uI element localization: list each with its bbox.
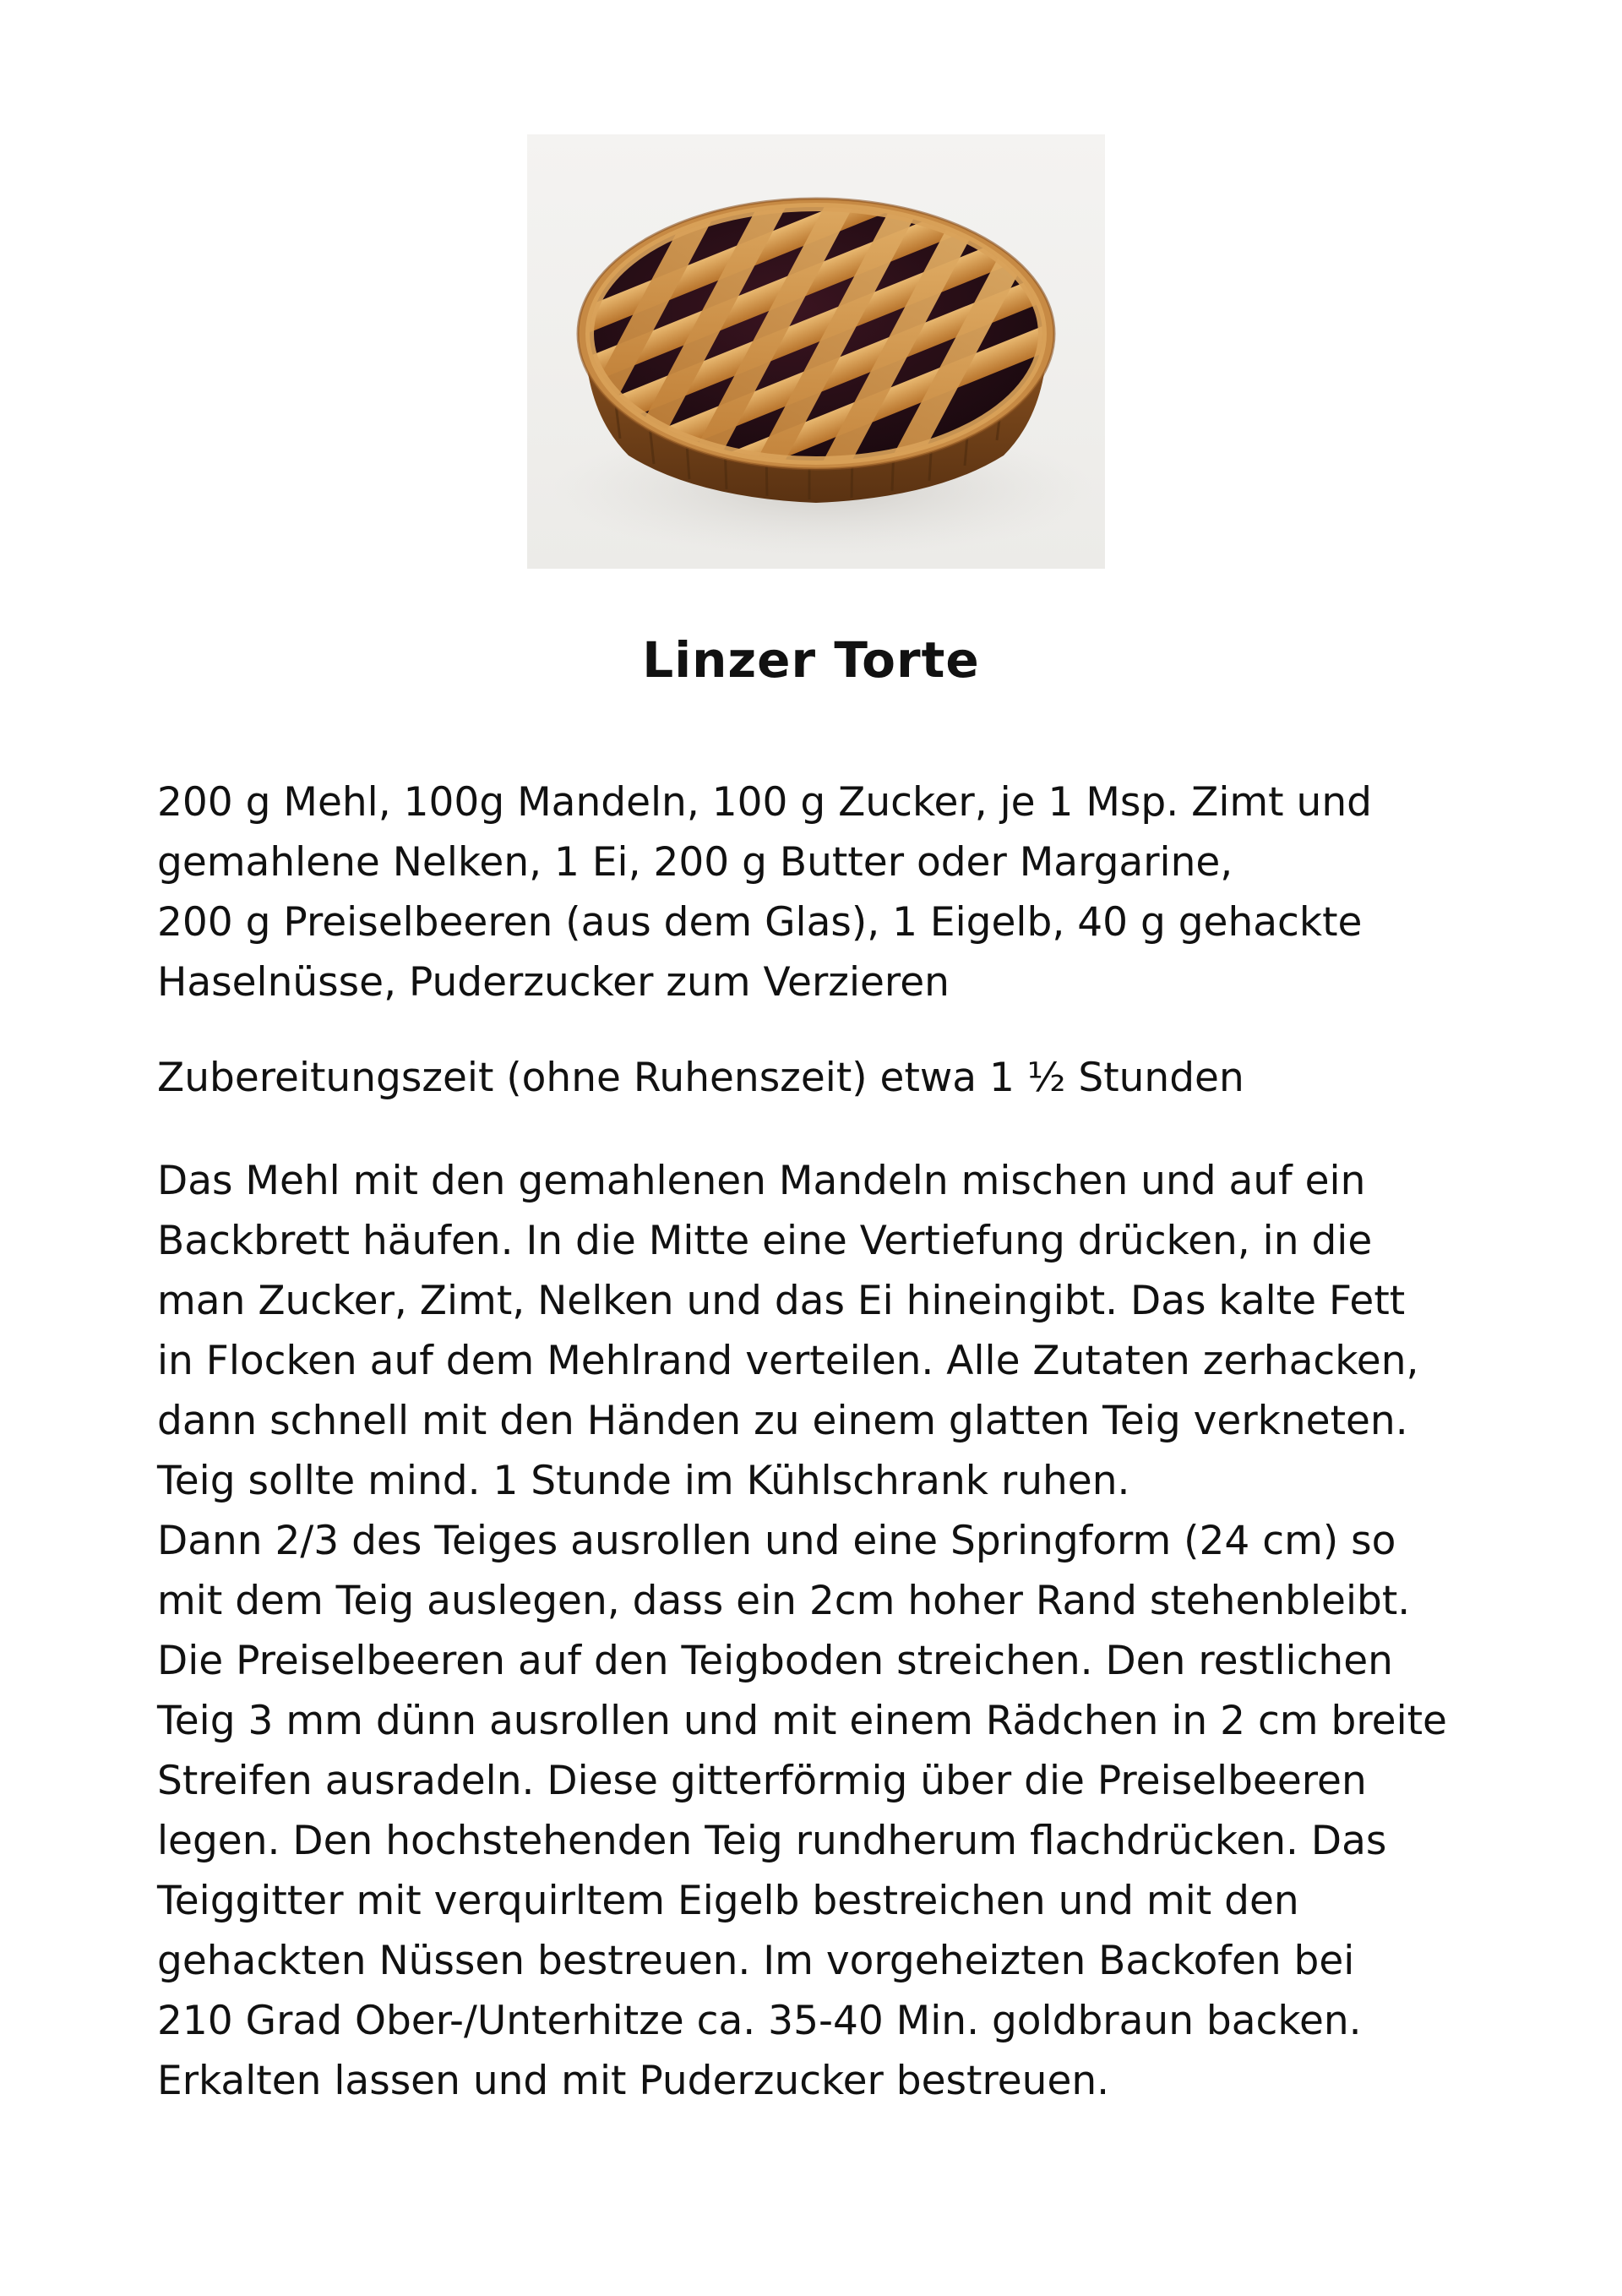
linzer-torte-illustration — [527, 134, 1105, 569]
ingredients-list: 200 g Mehl, 100g Mandeln, 100 g Zucker, je 1 Msp. Zimt und gemahlene Nelken, 1 Ei, 200 g Butter oder Margarine, 200 g Preiselbeeren (aus dem Glas), 1 Eigelb, 40 g gehackte Haselnüsse, Puderzucker zum Verzieren — [157, 779, 1372, 1006]
recipe-instructions: Das Mehl mit den gemahlenen Mandeln mischen und auf ein Backbrett häufen. In die Mitte eine Vertiefung drücken, in die man Zucker, Zimt, Nelken und das Ei hineingibt. Das kalte Fett in Flocken auf dem Mehlrand verteilen. Alle Zutaten zerhacken, dann schnell mit den Händen zu einem glatten Teig verkneten. Teig sollte mind. 1 Stunde im Kühlschrank ruhen. Dann 2/3 des Teiges ausrollen und eine Springform (24 cm) so mit dem Teig auslegen, dass ein 2cm hoher Rand stehenbleibt. Die Preiselbeeren auf den Teigboden streichen. Den restlichen Teig 3 mm dünn ausrollen und mit einem Rädchen in 2 cm breite Streifen ausradeln. Diese gitterförmig über die Preiselbeeren legen. Den hochstehenden Teig rundherum flachdrücken. Das Teiggitter mit verquirltem Eigelb bestreichen und mit den gehackten Nüssen bestreuen. Im vorgeheizten Backofen bei 210 Grad Ober-/Unterhitze ca. 35-40 Min. goldbraun backen. Erkalten lassen und mit Puderzucker bestreuen. — [157, 1158, 1447, 2104]
preparation-time: Zubereitungszeit (ohne Ruhenszeit) etwa 1 ½ Stunden — [157, 1055, 1244, 1101]
linzer-torte-photo — [527, 134, 1105, 569]
recipe-title: Linzer Torte — [642, 631, 980, 689]
